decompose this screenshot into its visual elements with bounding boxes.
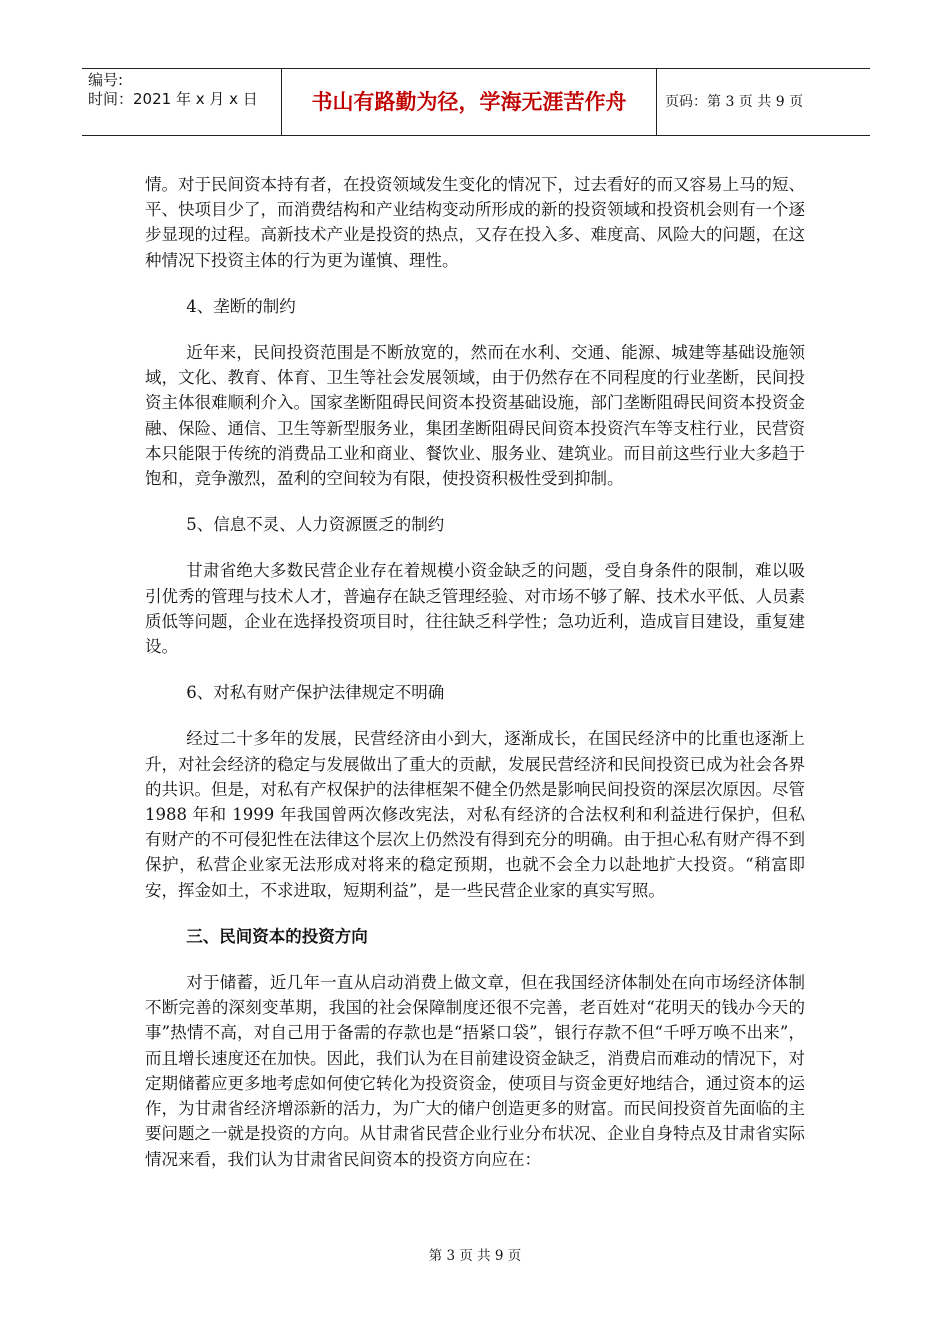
paragraph-property-law: 经过二十多年的发展，民营经济由小到大，逐渐成长，在国民经济中的比重也逐渐上升，对社会经济的稳定与发展做出了重大的贡献，发展民营经济和民间投资已成为社会各界的共识。但是，对私有产权保护的法律框架不健全仍然是影响民间投资的深层次原因。尽管 1988 年和 1999 年我国曾两次修改宪法，对私有经济的合法权利和利益进行保护，但私有财产的不可侵犯性在法律这个层次上仍然没有得到充分的明确。由于担心私有财产得不到保护，私营企业家无法形成对将来的稳定预期，也就不会全力以赴地扩大投资。“稍富即安，挥金如土，不求进取，短期利益”，是一些民营企业家的真实写照。 [145, 729, 805, 900]
header-page-number: 页码：第 3 页 共 9 页 [665, 94, 804, 110]
section-heading-5: 5、信息不灵、人力资源匮乏的制约 [186, 515, 445, 535]
paragraph-investment-direction: 对于储蓄，近几年一直从启动消费上做文章，但在我国经济体制处在向市场经济体制不断完善的深刻变革期，我国的社会保障制度还很不完善，老百姓对“花明天的钱办今天的事”热情不高，对自己用于备需的存款也是“捂紧口袋”，银行存款不但“千呼万唤不出来”，而且增长速度还在加快。因此，我们认为在目前建设资金缺乏，消费启而难动的情况下，对定期储蓄应更多地考虑如何使它转化为投资资金，使项目与资金更好地结合，通过资本的运作，为甘肃省经济增添新的活力，为广大的储户创造更多的财富。而民间投资首先面临的主要问题之一就是投资的方向。从甘肃省民营企业行业分布状况、企业自身特点及甘肃省实际情况来看，我们认为甘肃省民间资本的投资方向应在： [145, 973, 805, 1169]
header-motto: 书山有路勤为径，学海无涯苦作舟 [282, 69, 657, 135]
chapter-heading-3: 三、民间资本的投资方向 [186, 926, 368, 946]
document-body [145, 172, 805, 1172]
document-number-label: 编号: [88, 71, 124, 89]
paragraph-information: 甘肃省绝大多数民营企业存在着规模小资金缺乏的问题，受自身条件的限制，难以吸引优秀的管理与技术人才，普遍存在缺乏管理经验、对市场不够了解、技术水平低、人员素质低等问题，企业在选择投资项目时，往往缺乏科学性；急功近利，造成盲目建设，重复建设。 [145, 561, 805, 657]
paragraph-monopoly: 近年来，民间投资范围是不断放宽的，然而在水利、交通、能源、城建等基础设施领域，文化、教育、体育、卫生等社会发展领域，由于仍然存在不同程度的行业垄断，民间投资主体很难顺利介入。国家垄断阻碍民间资本投资基础设施，部门垄断阻碍民间资本投资金融、保险、通信、卫生等新型服务业，集团垄断阻碍民间资本投资汽车等支柱行业，民营资本只能限于传统的消费品工业和商业、餐饮业、服务业、建筑业。而目前这些行业大多趋于饱和，竞争激烈，盈利的空间较为有限，使投资积极性受到抑制。 [145, 343, 805, 489]
section-heading-4: 4、垄断的制约 [186, 296, 296, 316]
section-heading-6: 6、对私有财产保护法律规定不明确 [186, 683, 445, 703]
header-meta [82, 69, 282, 135]
page-header [82, 68, 870, 136]
paragraph-continuation: 情。对于民间资本持有者，在投资领域发生变化的情况下，过去看好的而又容易上马的短、平、快项目少了，而消费结构和产业结构变动所形成的新的投资领域和投资机会则有一个逐步显现的过程。高新技术产业是投资的热点，又存在投入多、难度高、风险大的问题，在这种情况下投资主体的行为更为谨慎、理性。 [145, 175, 805, 270]
document-date-label: 时间：2021 年 x 月 x 日 [88, 90, 258, 108]
page-footer: 第 3 页 共 9 页 [428, 1248, 522, 1264]
